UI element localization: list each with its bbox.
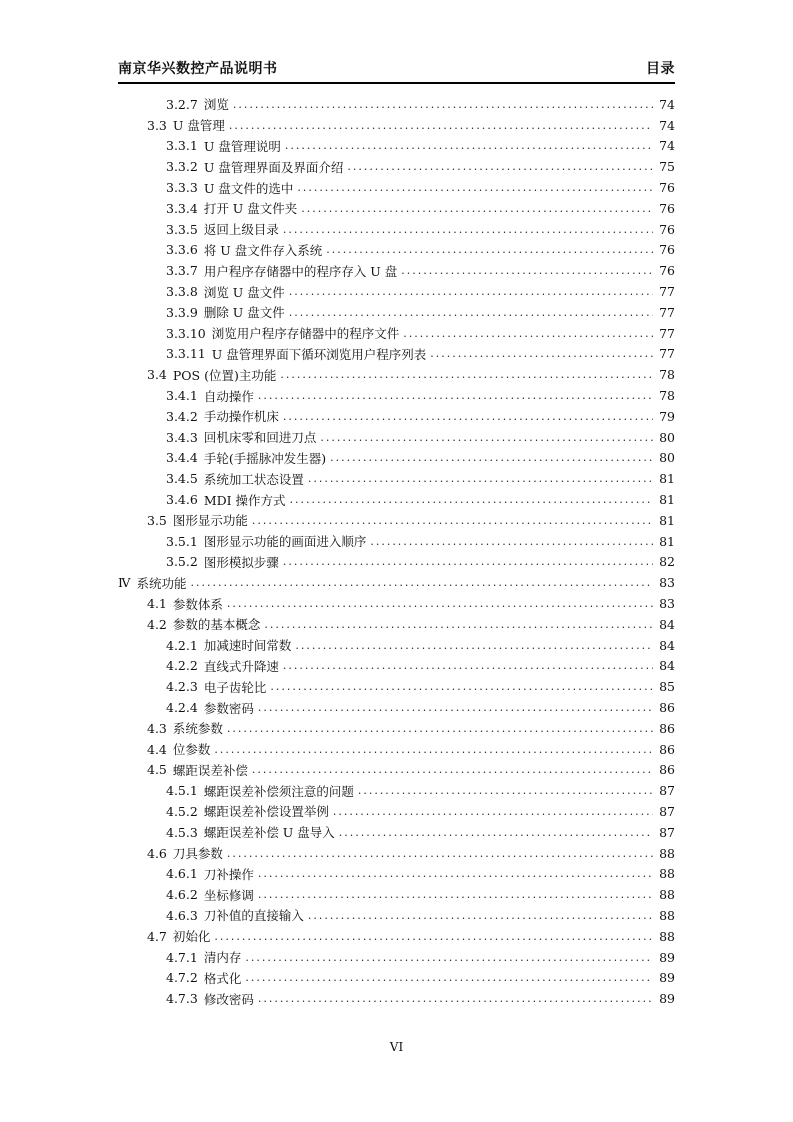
toc-entry-page: 89 [659,991,675,1007]
toc-entry-title: 自动操作 [203,388,254,404]
toc-entry[interactable] [118,302,675,323]
toc-entry-number: 4.7.3 [166,991,198,1007]
toc-entry[interactable] [118,448,675,469]
toc-leader-dots [326,243,653,256]
toc-leader-dots [403,327,653,340]
toc-entry-title: 初始化 [172,929,211,945]
toc-entry-page: 89 [659,970,675,986]
toc-entry-page: 84 [659,658,675,674]
toc-leader-dots [290,493,653,506]
toc-entry-title: 加减速时间常数 [203,638,292,654]
toc-entry-title: 修改密码 [203,991,254,1007]
toc-entry-number: Ⅳ [118,575,131,591]
toc-leader-dots [347,160,653,173]
toc-entry-title: 系统加工状态设置 [203,471,304,487]
toc-leader-dots [270,680,653,693]
toc-entry-title: 图形模拟步骤 [203,554,279,570]
toc-entry-title: 参数的基本概念 [172,617,261,633]
toc-entry-page: 79 [659,408,675,424]
toc-entry-number: 4.2 [147,616,167,632]
toc-entry-number: 4.5 [147,762,167,778]
toc-entry-title: 刀补操作 [203,866,254,882]
toc-entry-title: 手动操作机床 [203,409,279,425]
toc-entry[interactable] [118,198,675,219]
toc-entry-number: 3.3.10 [166,325,206,341]
toc-leader-dots [283,659,653,672]
toc-entry-title: U 盘管理 [172,118,225,134]
toc-entry-page: 77 [659,325,675,341]
toc-entry-title: 刀补值的直接输入 [203,908,304,924]
toc-entry-title: 螺距误差补偿须注意的问题 [203,783,354,799]
toc-leader-dots [258,888,653,901]
toc-entry-number: 3.3.8 [166,284,198,300]
toc-entry-title: U 盘管理界面及界面介绍 [203,159,344,175]
toc-entry[interactable] [118,947,675,968]
toc-entry-title: 刀具参数 [172,846,223,862]
toc-entry[interactable] [118,635,675,656]
toc-entry-number: 4.6.3 [166,907,198,923]
toc-entry-page: 88 [659,866,675,882]
toc-entry-number: 3.4 [147,367,167,383]
toc-entry-page: 86 [659,720,675,736]
toc-entry[interactable] [118,593,675,614]
toc-entry-number: 4.7.2 [166,970,198,986]
toc-leader-dots [283,555,653,568]
toc-entry[interactable] [118,115,675,136]
toc-entry[interactable] [118,364,675,385]
toc-entry[interactable] [118,94,675,115]
toc-entry-number: 4.2.1 [166,637,198,653]
toc-leader-dots [283,223,653,236]
toc-entry-number: 3.4.2 [166,408,198,424]
toc-entry-number: 3.3.11 [166,346,206,362]
toc-entry-title: 螺距误差补偿设置举例 [203,804,329,820]
toc-entry-number: 4.1 [147,596,167,612]
toc-entry-number: 3.3 [147,117,167,133]
toc-entry-title: U 盘文件的选中 [203,180,294,196]
page-header [118,56,675,84]
toc-entry-title: 清内存 [203,950,242,966]
toc-leader-dots [285,139,653,152]
toc-entry[interactable] [118,926,675,947]
toc-leader-dots [252,514,653,527]
toc-entry[interactable] [118,219,675,240]
toc-entry-number: 3.3.9 [166,304,198,320]
toc-entry-page: 88 [659,907,675,923]
toc-leader-dots [214,930,653,943]
toc-entry-page: 86 [659,762,675,778]
toc-leader-dots [227,722,653,735]
toc-entry-page: 85 [659,679,675,695]
toc-entry-number: 3.5 [147,512,167,528]
toc-leader-dots [297,181,653,194]
toc-entry-page: 81 [659,533,675,549]
toc-entry[interactable] [118,323,675,344]
toc-leader-dots [258,701,653,714]
toc-entry-title: 坐标修调 [203,887,254,903]
toc-entry-page: 87 [659,783,675,799]
toc-entry-page: 77 [659,284,675,300]
toc-entry[interactable] [118,863,675,884]
toc-entry-title: 参数密码 [203,700,254,716]
toc-leader-dots [401,264,653,277]
toc-leader-dots [214,743,653,756]
toc-entry-page: 88 [659,928,675,944]
toc-entry[interactable] [118,718,675,739]
toc-entry-page: 78 [659,388,675,404]
toc-entry-page: 76 [659,242,675,258]
toc-entry-page: 86 [659,741,675,757]
toc-entry-number: 3.3.3 [166,180,198,196]
toc-entry[interactable] [118,427,675,448]
toc-entry-number: 4.5.1 [166,783,198,799]
toc-leader-dots [245,951,653,964]
toc-entry[interactable] [118,260,675,281]
toc-entry[interactable] [118,780,675,801]
toc-entry[interactable] [118,760,675,781]
toc-entry-page: 77 [659,304,675,320]
toc-entry-title: 浏览 [203,97,229,113]
toc-entry[interactable] [118,406,675,427]
toc-entry-page: 86 [659,700,675,715]
toc-leader-dots [258,992,653,1005]
toc-leader-dots [229,119,653,132]
toc-entry-number: 3.3.5 [166,221,198,237]
toc-leader-dots [245,971,653,984]
toc-leader-dots [308,472,653,485]
toc-entry[interactable] [118,739,675,760]
toc-entry-number: 3.4.5 [166,471,198,487]
toc-entry-title: U 盘管理说明 [203,138,281,154]
toc-entry-page: 83 [659,575,675,591]
toc-leader-dots [301,202,653,215]
toc-entry-title: 电子齿轮比 [203,679,267,695]
toc-leader-dots [289,306,653,319]
toc-entry[interactable] [118,822,675,843]
toc-entry[interactable] [118,843,675,864]
toc-entry[interactable] [118,801,675,822]
toc-leader-dots [320,431,653,444]
toc-entry-page: 76 [659,200,675,216]
toc-entry-page: 88 [659,887,675,903]
toc-entry-title: 浏览 U 盘文件 [203,284,285,300]
toc-entry-number: 4.3 [147,720,167,736]
toc-entry-number: 3.4.1 [166,388,198,404]
toc-entry-title: 系统功能 [136,575,187,591]
toc-entry-number: 4.2.2 [166,658,198,674]
toc-leader-dots [333,805,653,818]
toc-entry-page: 80 [659,450,675,466]
toc-entry[interactable] [118,614,675,635]
toc-entry-number: 4.5.3 [166,824,198,840]
toc-leader-dots [258,867,653,880]
toc-entry-page: 74 [659,117,675,133]
toc-entry-page: 80 [659,429,675,445]
toc-leader-dots [289,285,653,298]
toc-entry-title: 将 U 盘文件存入系统 [203,242,323,258]
toc-entry-title: 螺距误差补偿 [172,762,248,778]
toc-entry[interactable] [118,281,675,302]
toc-entry-title: 图形显示功能 [172,513,248,529]
toc-entry-page: 81 [659,471,675,487]
toc-entry[interactable] [118,531,675,552]
toc-entry-number: 3.3.7 [166,263,198,279]
toc-entry[interactable] [118,884,675,905]
toc-leader-dots [370,535,653,548]
section-label: 目录 [646,61,675,77]
toc-entry[interactable] [118,676,675,697]
toc-entry-number: 4.6.1 [166,866,198,882]
toc-entry[interactable] [118,510,675,531]
toc-entry-page: 82 [659,554,675,570]
toc-entry-number: 3.3.2 [166,159,198,175]
toc-entry[interactable] [118,552,675,573]
toc-entry-page: 81 [659,512,675,528]
toc-entry-number: 3.3.4 [166,200,198,216]
toc-leader-dots [258,389,653,402]
toc-entry-number: 4.4 [147,741,167,757]
toc-entry[interactable] [118,468,675,489]
toc-entry[interactable] [118,988,675,1009]
toc-entry[interactable] [118,572,675,593]
toc-leader-dots [430,347,653,360]
toc-entry-title: U 盘管理界面下循环浏览用户程序列表 [211,346,427,362]
toc-entry-title: 系统参数 [172,721,223,737]
toc-entry-number: 3.5.2 [166,554,198,570]
toc-entry-title: 位参数 [172,742,211,758]
toc-entry[interactable] [118,344,675,365]
toc-entry-number: 3.4.3 [166,429,198,445]
toc-entry[interactable] [118,489,675,510]
toc-entry-title: 用户程序存储器中的程序存入 U 盘 [203,263,398,279]
toc-leader-dots [252,763,653,776]
document-title: 南京华兴数控产品说明书 [118,61,278,77]
toc-entry-number: 4.2.3 [166,679,198,695]
toc-entry[interactable] [118,156,675,177]
table-of-contents [118,94,675,1009]
toc-entry[interactable] [118,385,675,406]
toc-entry-page: 77 [659,346,675,362]
toc-entry-number: 3.4.4 [166,450,198,466]
toc-entry-number: 4.5.2 [166,803,198,819]
toc-leader-dots [227,847,653,860]
toc-entry-title: 手轮(手摇脉冲发生器) [203,450,327,466]
toc-leader-dots [308,909,653,922]
toc-entry-title: 格式化 [203,970,242,986]
toc-entry-page: 89 [659,949,675,965]
toc-entry-title: 浏览用户程序存储器中的程序文件 [211,326,400,342]
toc-entry-title: 删除 U 盘文件 [203,305,285,321]
toc-entry[interactable] [118,697,675,718]
toc-entry-page: 84 [659,616,675,632]
toc-leader-dots [191,576,653,589]
toc-entry[interactable] [118,967,675,988]
toc-leader-dots [233,98,653,111]
page-number: VI [389,1040,404,1054]
toc-entry-number: 4.2.4 [166,700,198,715]
toc-entry-number: 4.6 [147,845,167,861]
toc-entry[interactable] [118,177,675,198]
toc-entry[interactable] [118,656,675,677]
toc-leader-dots [358,784,653,797]
toc-entry-page: 88 [659,845,675,861]
toc-entry[interactable] [118,136,675,157]
toc-entry-number: 3.3.6 [166,242,198,258]
toc-entry-number: 4.7 [147,928,167,944]
toc-entry-page: 76 [659,221,675,237]
toc-entry-page: 87 [659,803,675,819]
toc-entry[interactable] [118,240,675,261]
toc-entry-title: 螺距误差补偿 U 盘导入 [203,825,335,841]
toc-entry-number: 3.5.1 [166,533,198,549]
toc-entry-title: MDI 操作方式 [203,492,286,508]
toc-entry-page: 83 [659,596,675,612]
toc-entry-number: 3.2.7 [166,96,198,112]
toc-entry-page: 76 [659,263,675,279]
toc-entry-title: 直线式升降速 [203,658,279,674]
toc-entry-number: 4.7.1 [166,949,198,965]
toc-entry[interactable] [118,905,675,926]
toc-entry-title: 回机床零和回进刀点 [203,430,317,446]
toc-entry-title: 图形显示功能的画面进入顺序 [203,534,367,550]
toc-leader-dots [330,451,653,464]
toc-leader-dots [339,826,653,839]
toc-leader-dots [280,368,653,381]
toc-leader-dots [295,639,653,652]
toc-entry-title: 打开 U 盘文件夹 [203,201,298,217]
toc-entry-page: 74 [659,96,675,112]
toc-entry-number: 3.3.1 [166,138,198,154]
toc-entry-title: POS (位置)主功能 [172,367,277,383]
toc-leader-dots [264,618,653,631]
toc-leader-dots [283,410,653,423]
toc-entry-number: 4.6.2 [166,887,198,903]
toc-entry-page: 76 [659,180,675,196]
toc-entry-page: 84 [659,637,675,653]
toc-entry-title: 返回上级目录 [203,222,279,238]
toc-entry-page: 75 [659,159,675,175]
toc-entry-page: 81 [659,492,675,508]
toc-entry-page: 87 [659,824,675,840]
toc-entry-number: 3.4.6 [166,492,198,508]
toc-entry-title: 参数体系 [172,596,223,612]
toc-leader-dots [227,597,653,610]
toc-entry-page: 78 [659,367,675,383]
toc-entry-page: 74 [659,138,675,154]
